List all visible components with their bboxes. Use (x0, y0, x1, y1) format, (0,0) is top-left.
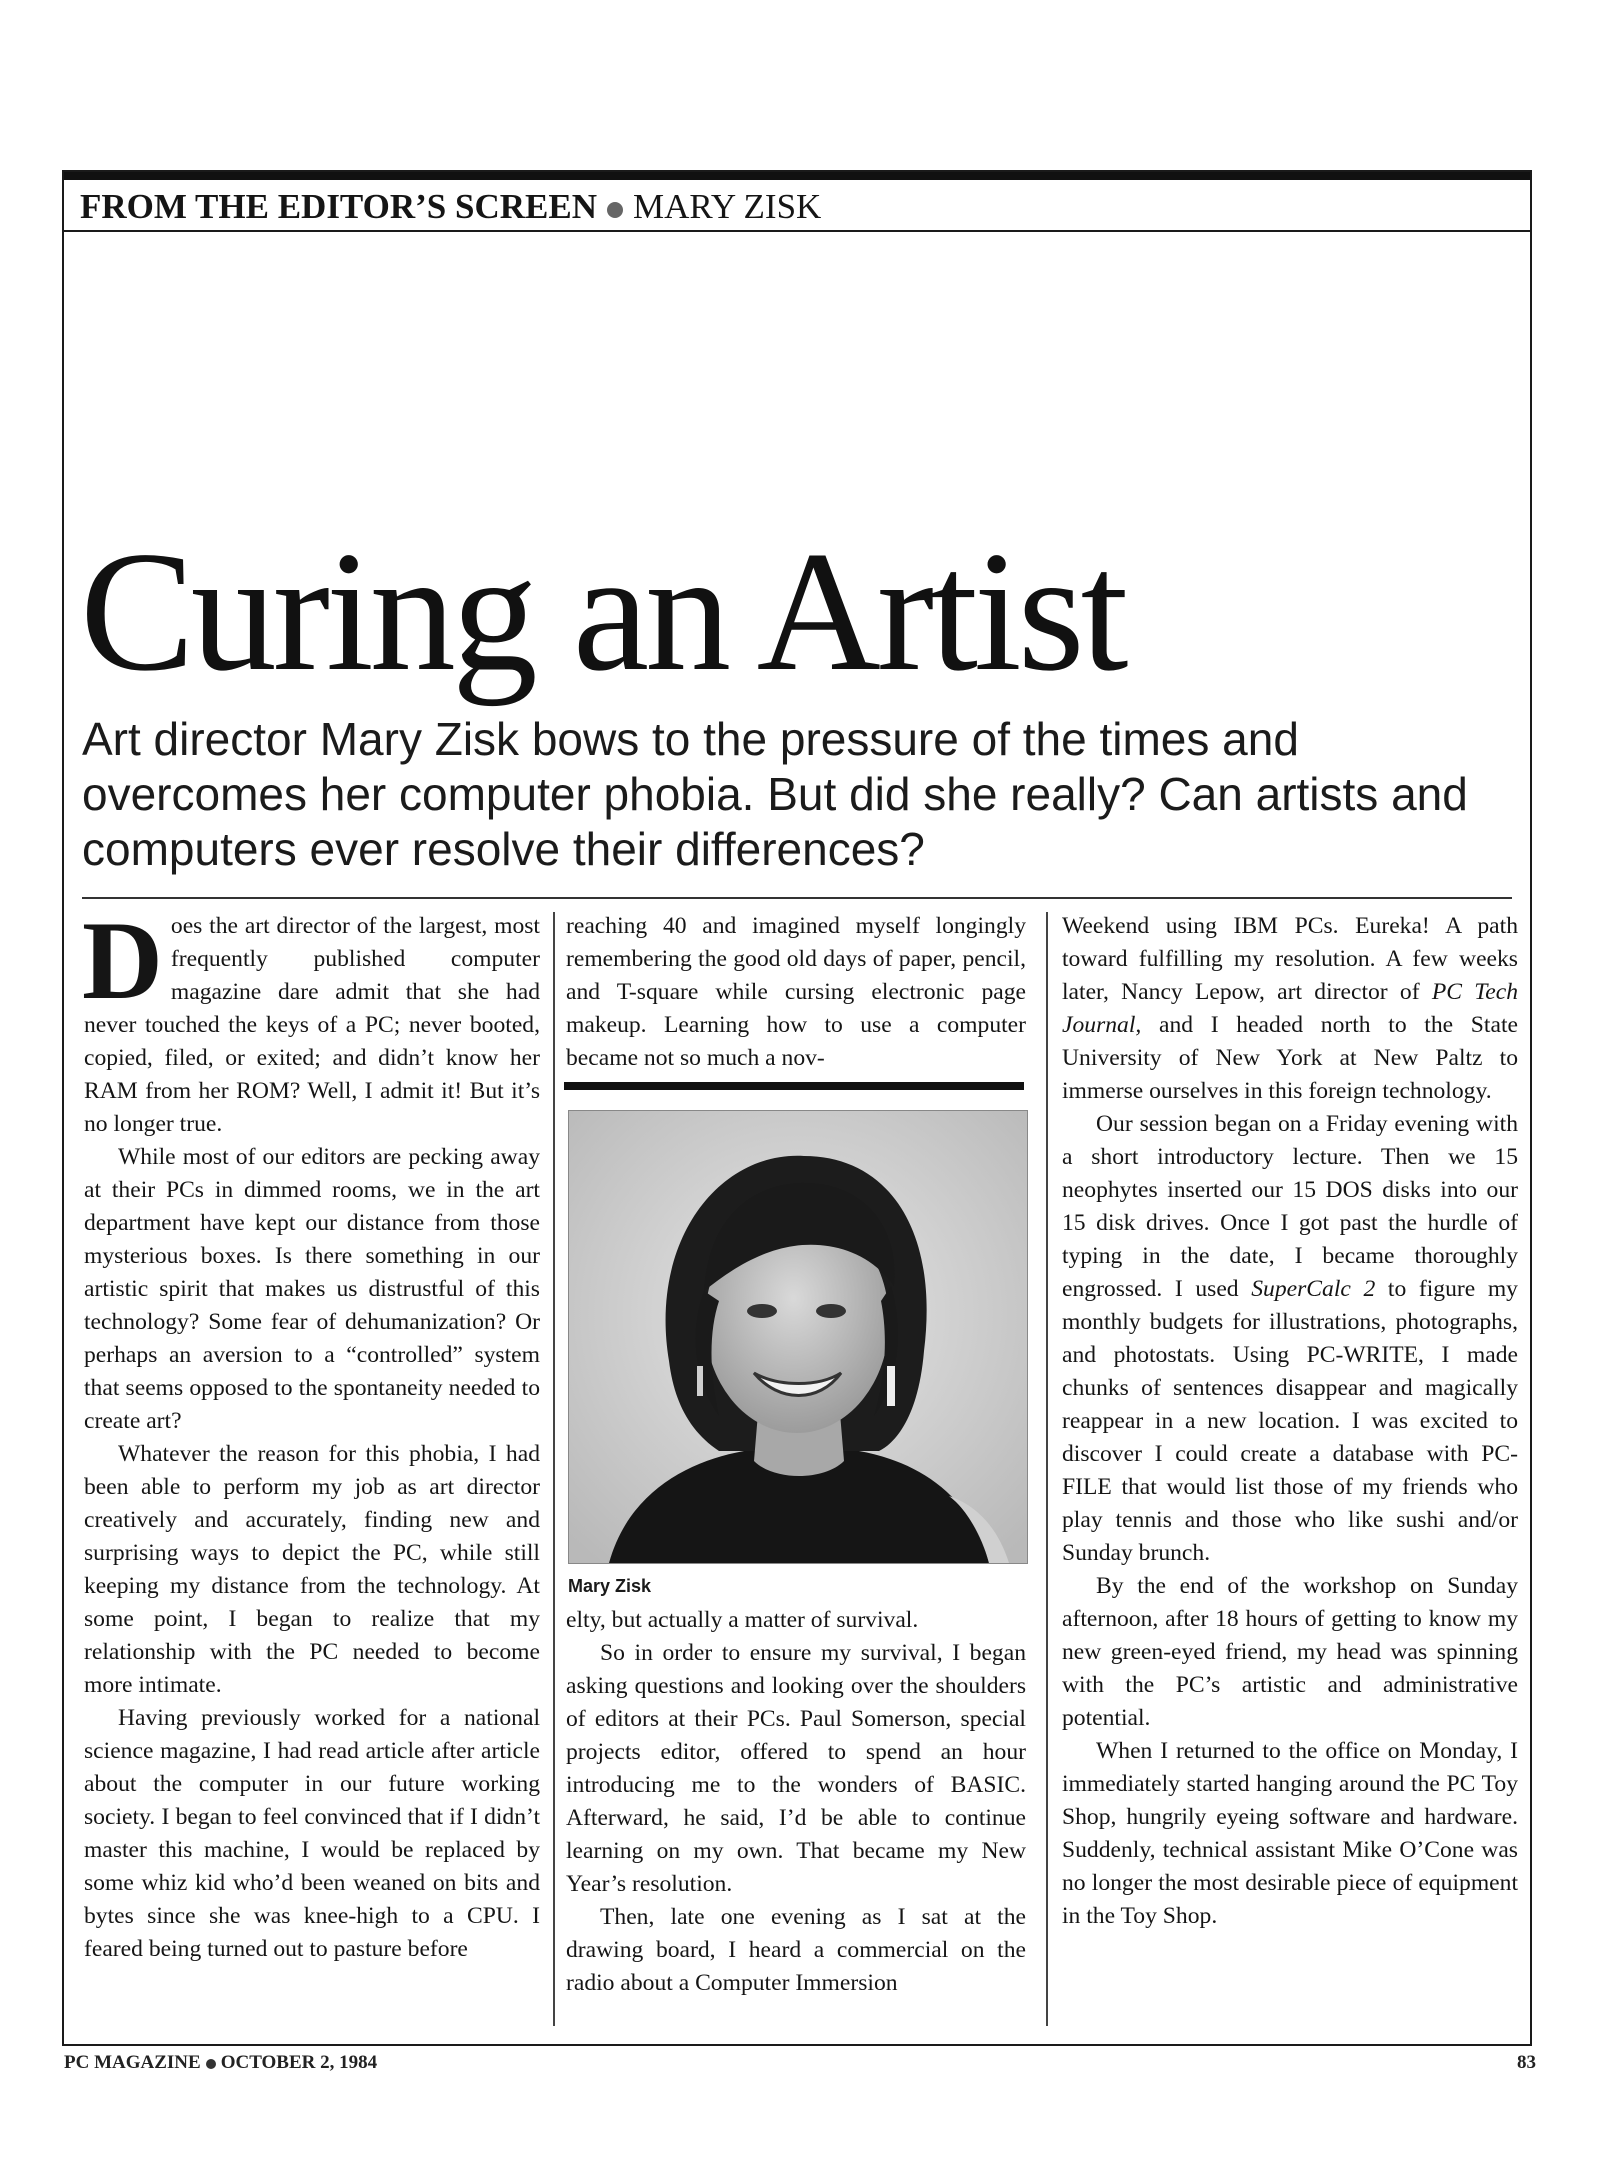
article-deck: Art director Mary Zisk bows to the pressure of the times and overcomes her computer phobia. But did she really? Can artists and computers ever resolve their differences? (82, 713, 1468, 875)
column-header (80, 184, 821, 230)
bullet-icon (206, 2059, 216, 2069)
footer-publication: PC MAGAZINE (64, 2052, 201, 2073)
paragraph (82, 899, 540, 1141)
software-name: SuperCalc 2 (1251, 1276, 1376, 1302)
paragraph-text: Weekend using IBM PCs. Eureka! A path toward fulfilling my resolution. A few weeks later, Nancy Lepow, art director of (1062, 913, 1518, 1005)
author-photo (568, 1110, 1028, 1564)
column-divider-2 (1046, 912, 1048, 2026)
publication-name: PC Tech Journal, (1062, 979, 1518, 1038)
body-column-2-bottom (566, 1604, 1026, 2000)
photo-rule (564, 1082, 1024, 1090)
author-photo-block (564, 1082, 1024, 1600)
paragraph: By the end of the workshop on Sunday afternoon, after 18 hours of getting to know my new green-eyed friend, my head was spinning with the PC’s artistic and administrative potential. (1062, 1573, 1518, 1731)
paragraph-text: and I headed north to the State University of New York at New Paltz to immerse ourselves in this foreign technology. (1062, 1012, 1518, 1104)
paragraph: reaching 40 and imagined myself longingly remembering the good old days of paper, pencil, and T-square while cursing electronic page makeup. Learning how to use a computer became not so much a nov- (566, 913, 1026, 1071)
body-column-1 (82, 899, 540, 1966)
page-number: 83 (1517, 2052, 1536, 2073)
header-author: MARY ZISK (633, 187, 822, 226)
body-column-2-top (566, 910, 1026, 1075)
drop-cap: D (82, 899, 163, 1023)
column-name: FROM THE EDITOR’S SCREEN (80, 187, 598, 226)
paragraph-text: oes the art director of the largest, most frequently published computer magazine dare admit that she had never touched the keys of a PC; never booted, copied, filed, or exited; and didn’t know her RAM from her ROM? Well, I admit it! But it’s no longer true. (84, 913, 540, 1137)
paragraph: While most of our editors are pecking away at their PCs in dimmed rooms, we in the art department have kept our distance from those mysterious boxes. Is there something in our artistic spirit that makes us distrustful of this technology? Some fear of dehumanization? Or perhaps an aversion to a “controlled” system that seems opposed to the spontaneity needed to create art? (84, 1144, 540, 1434)
footer-date: OCTOBER 2, 1984 (220, 2052, 378, 2073)
paragraph (1062, 1108, 1518, 1570)
column-divider-1 (553, 912, 555, 2026)
paragraph: Having previously worked for a national science magazine, I had read article after article about the computer in our future working society. I began to feel convinced that if I didn’t master this machine, I would be replaced by some whiz kid who’d been weaned on bits and bytes since she was knee-high to a CPU. I feared being turned out to pasture before (84, 1705, 540, 1962)
paragraph: When I returned to the office on Monday, I immediately started hanging around the PC Toy Shop, hungrily eyeing software and hardware. Suddenly, technical assistant Mike O’Cone was no longer the most desirable piece of equipment in the Toy Shop. (1062, 1738, 1518, 1929)
deck-rule (82, 897, 1512, 899)
paragraph: Then, late one evening as I sat at the drawing board, I heard a commercial on the radio about a Computer Immersion (566, 1904, 1026, 1996)
body-column-3 (1062, 910, 1518, 1933)
paragraph (1062, 910, 1518, 1108)
article-title: Curing an Artist (80, 517, 1125, 707)
bullet-icon (607, 202, 623, 218)
photo-caption: Mary Zisk (568, 1576, 652, 1596)
header-rule (62, 230, 1532, 232)
page-footer (64, 2052, 377, 2074)
paragraph: So in order to ensure my survival, I began asking questions and looking over the shoulders of editors at their PCs. Paul Somerson, special projects editor, offered to spend an hour introducing me to the wonders of BASIC. Afterward, he said, I’d be able to continue learning on my own. That became my New Year’s resolution. (566, 1640, 1026, 1897)
paragraph: Whatever the reason for this phobia, I had been able to perform my job as art director creatively and accurately, finding new and surprising ways to depict the PC, while still keeping my distance from the technology. At some point, I began to realize that my relationship with the PC needed to become more intimate. (84, 1441, 540, 1698)
paragraph: elty, but actually a matter of survival. (566, 1607, 919, 1633)
paragraph-text: Our session began on a Friday evening with a short introductory lecture. Then we 15 neophytes inserted our 15 DOS disks into our 15 disk drives. Once I got past the hurdle of typing in the date, I became thoroughly engrossed. I used (1062, 1111, 1518, 1302)
paragraph-text: to figure my monthly budgets for illustrations, photographs, and photostats. Using PC-WRITE, I made chunks of sentences disappear and magically reappear in a new location. I was excited to discover I could create a database with PC-FILE that would list those of my friends who play tennis and those who like sushi and/or Sunday brunch. (1062, 1276, 1518, 1566)
